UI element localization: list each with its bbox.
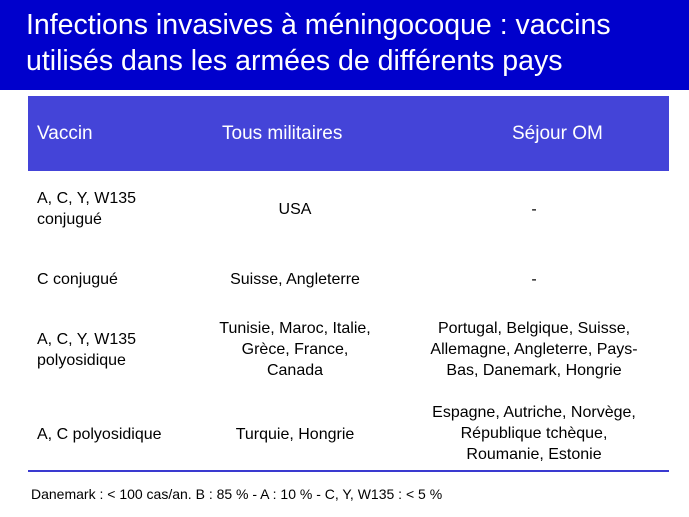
table-bottom-rule — [28, 470, 669, 472]
table-cell-om — [400, 269, 668, 290]
cell-line: Grèce, France, — [241, 341, 349, 358]
table-cell-militaires — [200, 269, 390, 290]
table-cell-vaccin — [37, 329, 207, 371]
cell-line: A, C, Y, W135 — [37, 331, 137, 348]
cell-line: C conjugué — [37, 271, 118, 288]
cell-line: République tchèque, — [460, 425, 608, 442]
cell-line: - — [531, 271, 537, 288]
cell-line: Suisse, Angleterre — [230, 271, 360, 288]
table-cell-vaccin — [37, 269, 207, 290]
cell-line: Espagne, Autriche, Norvège, — [432, 404, 636, 421]
table-cell-vaccin — [37, 188, 207, 230]
table-cell-om — [400, 199, 668, 220]
title-bar — [0, 0, 689, 90]
table-cell-vaccin — [37, 424, 207, 445]
cell-line: Turquie, Hongrie — [235, 426, 355, 443]
table-cell-om — [400, 402, 668, 465]
cell-line: - — [531, 201, 537, 218]
cell-line: Allemagne, Angleterre, Pays- — [430, 341, 638, 358]
cell-line: Portugal, Belgique, Suisse, — [437, 320, 631, 337]
cell-line: Bas, Danemark, Hongrie — [446, 362, 622, 379]
column-header-vaccin: Vaccin — [37, 123, 93, 144]
cell-line: A, C, Y, W135 — [37, 190, 137, 207]
table-cell-militaires — [200, 424, 390, 445]
table-header — [28, 96, 669, 171]
cell-line: Tunisie, Maroc, Italie, — [219, 320, 371, 337]
cell-line: conjugué — [37, 211, 102, 228]
column-header-sejour-om: Séjour OM — [512, 123, 603, 144]
table-cell-militaires — [200, 318, 390, 381]
table-cell-om — [400, 318, 668, 381]
slide-title: Infections invasives à méningocoque : vaccins utilisés dans les armées de différents pays — [26, 9, 611, 77]
cell-line: Roumanie, Estonie — [466, 446, 602, 463]
cell-line: USA — [278, 201, 312, 218]
cell-line: Canada — [266, 362, 324, 379]
table-cell-militaires — [200, 199, 390, 220]
column-header-tous-militaires: Tous militaires — [222, 123, 343, 144]
cell-line: A, C polyosidique — [37, 426, 162, 443]
footnote: Danemark : < 100 cas/an. B : 85 % - A : 10 % - C, Y, W135 : < 5 % — [31, 486, 443, 502]
cell-line: polyosidique — [37, 352, 126, 369]
